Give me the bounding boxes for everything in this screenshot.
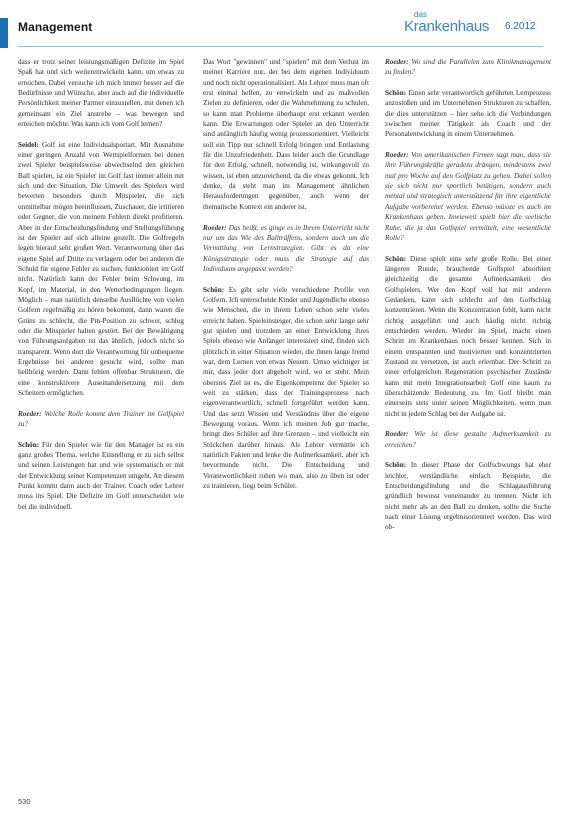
body-paragraph xyxy=(18,140,184,399)
text-column-1 xyxy=(18,57,184,522)
paragraph-text: dass er trotz seiner leistungsmäßigen Defizite im Spiel Spaß hat und sich weiterentwickeln kann, um etwas zu erreichen. Dabei versuche ich mich immer besser auf die Bedürfnisse und Wünsche, aber auch auf die individuelle Persönlichkeit meiner Partner einzustellen, mit denen ich gemeinsam ein Ziel anstrebe – was bewegen und erreichen möchte. Was kann ich vom Golf lernen? xyxy=(18,58,184,129)
paragraph-text: Wo sind die Parallelen zum Klinikmanagement zu finden? xyxy=(385,58,551,77)
paragraph-text: In dieser Phase der Golfschwungs hat eher leichter, verständliche einfach Beispiele, die Entscheidungsfindung und die Schlagausführung gründlich bewusst voneinander zu trennen. Nicht ich nicht mehr als an den Ball zu denken, sollte die Suche nach einer Lösung ergebnisorientiert werden. Das wird ob- xyxy=(385,461,551,532)
section-title: Management xyxy=(18,20,93,34)
text-column-3 xyxy=(385,57,551,543)
speaker-label: Schön: xyxy=(385,89,407,98)
speaker-label: Roeder: xyxy=(203,223,227,232)
speaker-label: Schön: xyxy=(385,461,407,470)
paragraph-text: Für den Spieler wie für den Manager ist es ein ganz großes Thema, welche Einstellung er zu sich selbst und seinen Leistungen hat und wie systematisch er mit der Entwicklung seiner Kompetenzen umgeht. An diesem Punkt kommt dann auch der Trainer. Coach oder Lehrer muss ins Spiel. Die Defizite im Golf unterscheidet wie bei die individuell. xyxy=(18,440,184,511)
page-number: 530 xyxy=(18,797,31,806)
paragraph-text: Welche Rolle kommt dem Trainer im Golfspiel zu? xyxy=(18,409,184,429)
body-paragraph xyxy=(385,88,551,140)
speaker-label: Schön: xyxy=(203,285,225,294)
speaker-label: Seidel: xyxy=(18,140,39,149)
speaker-label: Roeder: xyxy=(385,430,409,439)
body-paragraph xyxy=(18,57,184,129)
interview-question xyxy=(18,409,184,430)
issue-number: 6.2012 xyxy=(505,21,536,32)
paragraph-text: Diese spielt eine sehr große Rolle. Bei einer längeren Runde, brauchende Golfspiel absorbiert gleichzeitig die gesamte Aufmerksamkeit des Golfspielers. Wer den Kopf voll hat mit anderen Gedanken, kann sich schlecht auf den Golfschlag konzentrieren. Wenn die Konzentration fehlt, kann nicht richtig ausgeführt und auch häufig nicht richtig entschieden werden. Wieder im Spiel, macht einen Schritt im Krankenhaus noch besser kennen. Sich in einem entspannten und motivierten und konzentrierten Zustand zu versetzen, ist auch erlernbar. Der Schritt zu einer erfolgreichen Regeneration psychischer Zustände kann mit mein Integrationsarbeit Golf eine kaum zu überschätzende Bedeutung zu. Im Golf bleibt man einerseits stets unter seinen Möglichkeiten, wenn man nicht in jedem Schlag bei der Aufgabe ist. xyxy=(385,254,551,418)
paragraph-text: Das Wort "gewinnen" und "spielen" mit dem Verlust im meiner Karriere nur, der bei dem eigenen Individuum und noch nicht operationalisiert. Als Lehrer muss man oft erst einmal helfen, zu entwickeln und zu maßvollen Zielen zu definieren, oder die Wahrnehmung zu schulen, so kann man Probleme überhaupt erst erkannt werden kann. Die Erwartungen oder Spieler an den Unterricht sind anfänglich häufig wenig prozessorientiert. Vielleicht soll ein Tipp nur schnell Erfolg bringen und Entlastung für die Unzufriedenheit. Dass leider auch die Grundlage für den Erfolg, schnell, notwendig ist, wirkungsvoll zu wissen, ist eben unzureichend, da die etwas gekonnt. Ich denke, da steht man im Management ähnlichen Herausforderungen gegenüber, auch wenn der thematische Kontext ein anderer ist. xyxy=(203,58,369,211)
paragraph-text: Das heißt, es ginge es in Ihrem Unterricht nicht nur um das Wie des Ballträffens, sondern auch um die Vermittlung von Lernstrategien. Gibt es da eine Königsstrategie oder muss die Strategie auf das Individuum angepasst werden? xyxy=(203,223,369,273)
body-paragraph xyxy=(18,440,184,512)
interview-question xyxy=(385,150,551,243)
paragraph-text: Einen sehr verantwortlich geführten Lernprozess anzustoßen und im Unternehmen Strukturen zu schaffen, die dies unterstützen – hier sehe ich die Verbindungen zwischen meiner Tätigkeit als Coach und der Personalentwicklung in einem Unternehmen. xyxy=(385,89,551,139)
paragraph-text: Golf ist eine Individualsportart. Mit Ausnahme einer geringen Anzahl von Wettspielformen bei denen zwei Spieler beispielsweise abwechselnd den gleichen Ball spielen, ist ein Spieler im Golf fast immer allein mit sich und der Situation. Die Umwelt des Spielers wird bewerten besonders durch Mitspieler, die sich unmittelbar mögen beeinflussen, Zuschauer, die irritieren oder Gegner, die von meinem Fehlern direkt profitieren. Aber in der Entscheidungsfindung und Stellungsführung ist der Spieler auf sich alleine gestellt. Die Golfregeln legen hierauf sehr großen Wert. Verantwortung über das eigene Spiel auf Dritte zu verlagern oder bei anderen die Schuld für eigene Fehler zu suchen, funktioniert im Golf nicht. Natürlich kann der Fehler beim Schwung, im Kopf, im Material, in den Wetterbedingungen liegen. Möglich – man natürlich denselbe Ausflüchte von vielen Golfern regelmäßig zu hören bekommt, dann waren die Grüns zu schlecht, die Pin-Position zu schwer, schlug oder die Mitspieler halten gestört. Bei der Bewältigung von Führungsaufgaben ist das ähnlich, jedoch nicht so transparent. Wenn dort die Verantwortung für unbequeme Ergebnisse bei anderen gesucht wird, sollte man hellhörig werden. Dann fehlen offenbar Strukturen, die eine konstruktivere Auseinandersetzung mit dem Scheitern ermöglichen. xyxy=(18,140,184,397)
body-paragraph xyxy=(385,254,551,420)
text-column-2 xyxy=(203,57,369,502)
speaker-label: Schön: xyxy=(385,254,407,263)
speaker-label: Roeder: xyxy=(385,58,409,66)
interview-question xyxy=(203,223,369,275)
paragraph-text: Es gibt sehr viele verschiedene Profile von Golfern. Ich unterscheide Kinder und Jugendliche ebenso wie Menschen, die in ihrem Leben schon sehr vieles erreicht haben. Spieleinsteiger, die schon sehr lange sehr gut spielen und trotzdem an einer Entwicklung ihres Spiels ebenso wie Anfänger interessiert sind, finden sich plötzlich in einer Situation wieder, die ihnen lange fremd war, dem Lernen von etwas Neuem. Umso wichtiger ist mir, dass jeder dort abgeholt wird, wo er steht. Mein oberstes Ziel ist es, die Eigenkompetenz der Spieler so weit zu stärken, dass der Trainingsprozess nach eigenverantwortlich, schnell fortgeführt werden kann. Und das setzt Wissen und Verständnis über die eigene Bewegung voraus. Wenn ich meinen Job gut mache, bringt dies Schüler auf ihre Grenzen – und vielleicht ein Stückchen darüber hinaus. Als Lehrer vermittle ich natürlich Fakten und lenke die Aufmerksamkeit, aber ich bevormunde nicht. Die Entscheidung und Verantwortlichkeit ruhen wo man, also zu üben ist oder zu trainieren, liegt beim Schüler. xyxy=(203,285,369,491)
body-paragraph xyxy=(203,57,369,212)
header-divider xyxy=(18,46,543,47)
paragraph-text: Von amerikanischen Firmen sagt man, dass sie ihre Führungskräfte geradezu drängen, mindestens zwei mal pro Woche auf den Golfplatz zu gehen. Dabei sollen sie sich nicht nur sportlich betätigen, sondern auch mental und strategisch unterstützend für ihre eigentliche Aufgabe vorbereitet werden. Ebenso müsste es auch im Krankenhaus geben. Inwieweit spielt hier die seelische Ruhe, die ja das Golfspiel vermittelt, eine wesentliche Rolle? xyxy=(385,151,551,242)
speaker-label: Roeder: xyxy=(18,409,42,418)
body-paragraph xyxy=(203,285,369,492)
speaker-label: Schön: xyxy=(18,440,40,449)
logo-article: das xyxy=(414,10,427,19)
body-paragraph xyxy=(385,460,551,532)
interview-question xyxy=(385,429,551,450)
paragraph-text: Wie ist diese gestalte Aufmerksamkeit zu erreichen? xyxy=(385,430,551,449)
section-color-bar xyxy=(0,18,8,48)
speaker-label: Roeder: xyxy=(385,151,409,160)
interview-question xyxy=(385,57,551,78)
logo-title: Krankenhaus xyxy=(404,18,490,35)
magazine-logo xyxy=(404,10,490,42)
